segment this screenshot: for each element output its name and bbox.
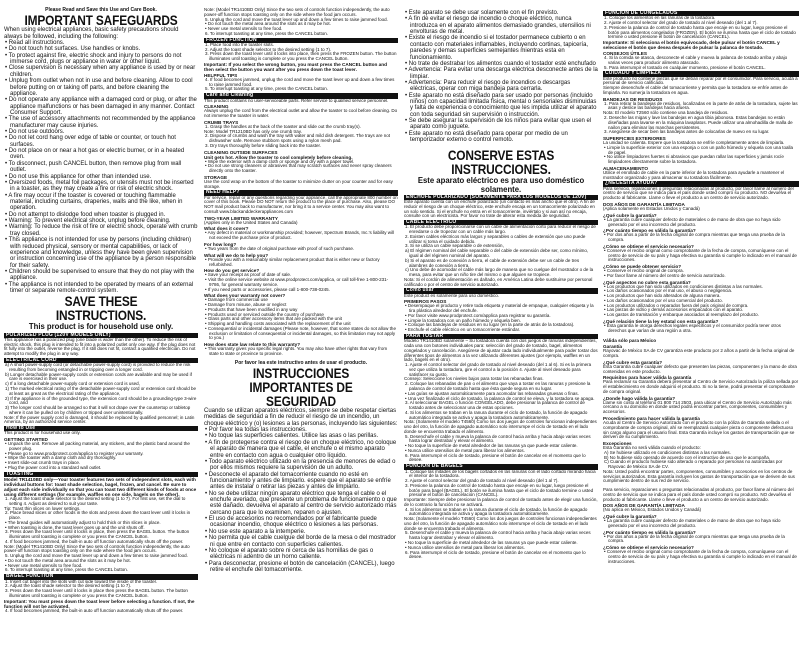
paragraph: For service, repair or any questions regarding your appliance, call the appropriate 800 number on cover of this book. Please DO NOT return the product to the place of purchase. Also, please DO NOT mail product back to manufacturer, nor bring it to a service center. You may also want to consult www.blackanddeckerappliances.com <box>204 194 398 214</box>
section-header: FROZEN FUNCTION <box>204 38 398 43</box>
list-item: • Los daños ocasionados por el mal uso, el abuso o negligencia. <box>604 288 733 294</box>
list-item: • To disconnect, push CANCEL button, then remove plug from wall outlet. <box>5 160 182 174</box>
list-item: • Limpie la tostadora con un paño húmedo y séquela bien. <box>405 317 521 323</box>
list-item: • A fin de evitar el riesgo de incendio o choque eléctrico, nunca introduzca en el aparato alimentos demasiado grandes, utensilios ni envolturas de metal. <box>405 16 591 36</box>
section-header: BAGEL FUNCTION <box>4 574 198 579</box>
list-item: • Para desconectar, presione el botón de cancelación (CANCEL), luego retire el enchufe del tomacorriente. <box>205 560 395 573</box>
section-header: PARA TOSTAR <box>404 334 598 339</box>
subsection-title: BANDEJAS DE RESIDUOS <box>603 96 663 102</box>
paragraph: Para reclamar su Garantía deberá presentar al Centro de Servicio Autorizado la póliza sellada por el establecimiento en donde adquirió el producto. Si no la tiene, podrá presentar el comprobante de compra original. <box>603 379 799 394</box>
paragraph: Note: (Model TR1410BD Only) Since the two sets of controls function independently, the auto power-off function stops toasting only on the side where the food jam occurs. <box>4 543 190 554</box>
section-header: Care and Cleaning <box>204 93 398 98</box>
list-item: • Una vez finalizado el ciclo de tostado, la palanca de control se eleva, y la tostadora se apaga. <box>405 395 595 401</box>
list-item: • The bread guides will automatically adjust to hold thick or thin slices in place. <box>5 519 161 525</box>
list-item: • Esta garantía le otorga derechos legales específicos y el consumidor podría tener otros derechos que varían de una región a otra. <box>604 322 781 333</box>
list-item: • Todo aparato eléctrico utilizado en la presencia de menores de edad o por ellos mismos requiere la supervisión de un adulto. <box>205 458 396 472</box>
list-item: • To protect against fire, electric shock and injury to persons do not immerse cord, plugs or appliance in water or other liquid. <box>5 52 182 66</box>
section-header: FUNCIÓN DE CONGELADOS <box>603 11 799 16</box>
subsection-title: PRIMEROS PASOS <box>404 299 447 305</box>
numbered-item: 2. Ajuste el control selector del grado de tostado al nivel deseado (del 1 al 7). <box>405 478 559 484</box>
numbered-item: 3) The longer cord should be arranged so that it will not drape over the countertop or tabletop where it can be pulled on by children or tripped over unintentionally. <box>5 405 191 415</box>
bold-paragraph: Unit gets hot. Allow the toaster to cool completely before cleaning. <box>204 154 353 160</box>
numbered-item: 3. Press down the toast lever until it locks into place, then press the FROZEN button. The button illuminates until toasting is complete or you press the CANCEL button. <box>205 51 397 62</box>
subsection-title: HELPFUL TIPS <box>204 72 238 78</box>
list-item: • Los productos que han sido utilizados en condiciones distintas a las normales. <box>604 283 763 289</box>
list-item: • Do not use strong cleaners or abrasives that may scratch surfaces and never spray cleaners directly onto the toaster. <box>205 163 392 174</box>
subsection-title: What will we do to help you? <box>204 252 269 258</box>
list-item: • No coloque el aparato sobre ni cerca de las hornillas de gas o eléctricas ni adentro de un horno caliente. <box>205 547 374 561</box>
list-item: • Wipe the toaster with a damp cloth and dry thoroughly. <box>5 455 117 461</box>
section-header: TOASTING <box>4 472 198 477</box>
paragraph: Para servicio, reparaciones o preguntas relacionadas al producto, por favor llame al número del centro de servicio que se indica para el país donde usted compró su producto. NO devuélva el producto al fabricante. Llame o lleve el producto a un centro de servicio autorizado. <box>603 185 794 201</box>
numbered-item: 3. Al seleccionar BAGEL o función CONGELADO, debe presionar la palanca de control de tostado antes de seleccionar una de estas opciones. <box>405 400 585 411</box>
subheading: Este aparato eléctrico es para uso doméstico solamente. <box>417 174 585 194</box>
paragraph: Note: If the power supply cord is damaged, it should be replaced by qualified personnel; in Latin America, by an authorized service center. <box>4 414 195 425</box>
list-item: • Do not use outdoors. <box>5 129 65 136</box>
paragraph: Llame sin costo al teléfono 01 800 714 2503, para ubicar el Centro de Servicio Autorizado más cercano a su domicilio en donde usted podrá encontrar partes, componentes, consumibles y accesorios. <box>603 399 792 415</box>
paragraph: Rayovac de México SA de CV garantiza este producto por 2 años a partir de la fecha original de compra. <box>603 348 795 359</box>
paragraph: Consejo: Seleccione los niveles bajos para tostar las rebanadas finas. <box>404 376 544 382</box>
subsection-title: Requisitos para hacer válida la garantía <box>603 375 692 381</box>
list-item: • Por favor lea todas las instrucciones. <box>205 427 307 434</box>
numbered-item: 5. Desenchufe el cable y mueva la palanca de control hacia arriba y hacia abajo varias veces hasta lograr destrabar y elevar el alimento. <box>405 433 591 444</box>
subsection-title: ¿Qué aspectos no cubre esta garantía? <box>603 279 691 285</box>
list-item: • Never use metal utensils to free food. <box>5 562 83 568</box>
column-english-care-warranty <box>204 8 398 573</box>
list-item: • La garantía cubre cualquier defecto de materiales o de mano de obra que no haya sido generado por el uso incorrecto del producto. <box>604 216 781 227</box>
subsection-title: ¿Por cuánto tiempo es válida la garantía? <box>603 228 696 234</box>
list-item: • Unplug from outlet when not in use and before cleaning. Allow to cool before putting on or taking off parts, and before cleaning the appliance. <box>5 78 193 97</box>
subsection-title: DOS AÑOS DE GARANTÍA LIMITADA <box>603 503 685 509</box>
list-item: • El uso de accesorios no recomendados por el fabricante puede ocasionar incendio, choque eléctrico o lesiones a las personas. <box>205 516 379 529</box>
numbered-item: 5. To interrupt toasting at any time, press the CANCEL button. <box>205 86 329 92</box>
numbered-item: 3. Asegúrese de secar bien las bandejas antes de colocarlas de nuevo en su lugar. <box>604 129 770 135</box>
numbered-item: b) Longer detachable power-supply cords or extension cords are available and may be used if care is exercised in their use. <box>5 371 192 382</box>
numbered-item: 3. Press down the toast lever until it locks in place then press the BAGEL button. The button illuminates until toasting is complete or you press the CANCEL button. <box>5 588 188 598</box>
numbered-item: 2) If the appliance is of the grounded type, the extension cord should be a grounding-type 3-wire cord, and <box>5 395 197 406</box>
paragraph: Esta Garantía cubre cualquier defecto que presenten las piezas, componentes y la mano de obra contenidas en este producto. <box>603 363 797 374</box>
section-header: FUNCIÓN DE BAGELS <box>404 464 598 469</box>
list-item: • Never use metal utensils to free food. <box>205 26 283 32</box>
numbered-item: 1. Place food into the toaster slots. <box>205 41 275 47</box>
numbered-item: 1) The marked electrical rating of the detachable power-supply cord or extension cord should be at least as great as the electrical rating of the appliance, <box>5 385 197 396</box>
paragraph: Nota: (Solamente el modelo T4560) Como los dos juegos de controles funcionan independientes uno del otro, la función de apagado automático solo interrumpe el ciclo de tostado en el lado donde se encuentra trabado el alimento. <box>404 516 597 531</box>
numbered-item: 5. Unplug the cord and move the toast lever up and down a few times to raise jammed food. <box>5 553 188 559</box>
numbered-item: 1. Ajuste el control selector del grado de tostado al nivel deseado (del 1 al 6). Si es la primera vez que utiliza la tostadora, gire el control a la posición 4. Ajuste al nivel deseado para satisfacer su gusto. <box>405 362 592 377</box>
pre-title: Por favor lea este instructivo antes de usar el producto. <box>234 359 368 366</box>
list-item: • Products that have been modified in any way <box>205 306 298 312</box>
list-item: • This warranty gives you specific legal rights. You may also have other rights that vary from state to state or province to province. <box>205 346 388 356</box>
numbered-item: 3. Presione la palanca de control de tostado hasta que encaje en su lugar, luego presione el botón para alimentos congelados (FROZEN). El botón se ilumina hasta que el ciclo de tostado termine o usted presione el botón de cancelación (CANCEL). <box>604 24 796 40</box>
list-item: • Please go to www.prodprotect.com/applica to register your warranty. <box>5 450 144 456</box>
subsection-title: ¿Qué cubre la garantía? <box>603 514 657 520</box>
subsection-title: SUPERFICIES EXTERIORES <box>603 136 666 142</box>
subsection-title: CLEANING OUTSIDE SURFACES <box>204 149 278 155</box>
numbered-item: 3. Press down the toast lever until it locks in place, then press the BAGEL button. The button illuminates until toasting is complete or you press the CANCEL button. <box>5 529 190 540</box>
list-item: • Coloque las bandejas de residuos en su lugar (en la parte de atrás de la tostadora). <box>405 322 575 328</box>
numbered-item: 6. To interrupt toasting at any time, press the CANCEL button. <box>205 30 329 36</box>
list-item: • Children should be supervised to ensure that they do not play with the appliance. <box>5 268 195 282</box>
list-item: • Por dos años a partir de la fecha original de compra mientras que tenga una prueba de la compra. <box>604 533 785 544</box>
list-item: • Conserve el recibo original como comprobante de la fecha de compra, comuníquese con el centro de servicio de su país y haga efectiva su garantía si cumple lo indicado en el manual de instrucciones. <box>604 247 797 263</box>
list-item: • Do not use this appliance for other than intended use. <box>5 173 152 180</box>
list-item: • No use este aparato a la intemperie. <box>205 528 306 535</box>
column-spanish-instructions <box>404 10 598 560</box>
list-item: • Este aparato no está diseñado para ser usado por personas (incluido niños) con capacidad limitada física, mental o sensoriales disminuidas y falta de experiencia o conocimiento que les impida utilizar el aparato con toda seguridad sin supervisión o instrucción. <box>405 92 597 118</box>
numbered-item: 4. If food becomes jammed, unplug the cord and move the toast lever up and down a few times to raise jammed food. <box>205 76 395 87</box>
paragraph: Esta Garantía no será válida cuando el producto: <box>603 445 701 451</box>
list-item: • The use of accessory attachments not recommended by the appliance manufacturer may cause injuries. <box>5 116 196 129</box>
paragraph: Este aparato cuenta con un enchufe polarizado (un contacto es más ancho que el otro). A fin de reducir el riesgo de un choque eléctrico, este enchufe encaja en un tomacorriente polarizado en un solo sentido. Si el enchufe no entra en el tomacorriente, inviértalo y si aun así no encaja, consulte con un electricista. Por favor no trate de alterar esta medida de seguridad. <box>404 199 595 219</box>
list-item: • If you need parts or accessories, please call 1-800-738-0245. <box>205 286 330 292</box>
subsection-title: What does your warranty not cover? <box>204 293 286 299</box>
list-item: • Los productos utilizados o reparados fuera del país original de compra. <box>604 302 749 308</box>
list-item: • A fin de protegerse contra el riesgo de un choque eléctrico, no coloque el aparato de manera que el cable, el enchufe o el mismo aparato entre en contacto con agua o cualquier otro líquido. <box>205 439 397 459</box>
paragraph: Tip: Toast thin slices on lower settings. <box>4 505 81 511</box>
paragraph: Nota: Usted podrá encontrar partes, componentes, consumibles y accesorios en los centros de servicios autorizados. Esta garantía incluyen los gastos de transportación que se deriven de sus cumplimiento dentro de sus red de servicio. <box>603 468 795 484</box>
list-item: • Wipe the exterior with a damp cloth or sponge and dry with a paper towel. <box>205 158 355 164</box>
subsection-title: Procedimiento para hacer válida la garantía <box>603 416 700 422</box>
numbered-item: 1. El producto debe proporcionarse con un cable de alimentación corto para reducir el riesgo de enredarse o de tropezar con un cable más largo. <box>405 224 596 235</box>
subsection-title: ALMACENAMIENTO <box>603 165 648 171</box>
section-header: POLARIZED PLUG (120V MODELS ONLY) <box>4 333 198 338</box>
numbered-item: 4. Si la comida se atasca, desconecte el cable y mueva la palanca de tostado arriba y abajo varias veces para producir alimento atascado. <box>604 55 788 65</box>
subsection-title: GETTING STARTED <box>4 437 48 443</box>
numbered-item: 1. Coloque las mitades de los bagels cortados en las ranuras con el lado cortado mirando hacia el interior de la tostadora. <box>405 468 596 479</box>
paragraph: (No aplica en México, Estados Unidos y Canadá) <box>603 507 702 513</box>
list-item: • Las guías se ajustan automáticamente para acomodar las rebanadas gruesas o finas. <box>405 390 579 396</box>
paragraph: Utilice el enrollado de cable en la parte inferior de la tostadora para ayudarle a mantener el mostrador organizado y para almacenar su tostadora fácilmente. <box>603 169 785 180</box>
paragraph: Nota: (Solamente el modelo T4560) Como los dos juegos de controles funcionan independientes uno del otro, la función de apagado automático solo interrumpe el ciclo de tostado en el lado donde se encuentra trabado el alimento. <box>404 419 597 434</box>
paragraph: Use the cord wrap on the bottom of the toaster to minimize clutter on your counter and for easy storage. <box>204 178 393 189</box>
list-item: • Por favor llame al número del centro de servicio autorizado. <box>604 272 726 278</box>
numbered-item: 6. Para interrumpir el ciclo de tostado, presione el botón de cancelar en el momento que lo desee. <box>405 452 586 463</box>
subsection-title: ¿Donde hago válida la garantía? <box>603 395 676 401</box>
subheading: This product is for household use only. <box>28 321 174 332</box>
list-item: • Do not let cord hang over edge of table or counter, or touch hot surfaces. <box>5 135 176 148</box>
numbered-item: a) A short power-supply cord (or detachable power-supply cord) is provided to reduce the risk resulting from becoming entangled in or tripping over a longer cord. <box>5 362 191 372</box>
numbered-item: a) El régimen nominal del cable separable o del cable de extensión debe ser, como mínimo, igual al del régimen nominal del aparato. <box>405 248 589 259</box>
paragraph: Para servicio, reparaciones o preguntas relacionadas al producto, por favor llame al número del centro de servicio que se indica para el país donde usted compró su producto. NO devuélva el producto al fabricante. Llame o lleve el producto a un centro de servicio autorizado. <box>603 487 794 502</box>
numbered-item: 4. If food becomes jammed, the built-in auto off function automatically shuts off the power. <box>5 538 184 544</box>
list-item: • Oversized foods, metal foil packages, or utensils must not be inserted in a toaster, as they may create a fire or risk of electric shock. <box>5 179 194 193</box>
list-item: • Warning: To reduce the risk of fire or electric shock, operate with crumb tray closed. <box>5 224 198 237</box>
numbered-item: 4. Si los alimentos se traban en la ranura durante el ciclo de tostado, la función de apagado automático integrada se activa y apaga la tostadora automáticamente. <box>405 506 588 517</box>
numbered-item: 6. To interrupt toasting at any time, press the CANCEL button. <box>5 567 129 573</box>
list-item: • No toque las superficies calientes. Utilice las asas o las perillas. <box>205 433 379 440</box>
subsection-title: Válida sólo para México <box>603 338 657 344</box>
heading: INSTRUCCIONES IMPORTANTES DE SEGURIDAD <box>249 365 353 409</box>
column-spanish-warranty <box>603 10 799 565</box>
numbered-item: 1. Grasp the handles at the back of the toaster and slide out the crumb tray(s). <box>205 123 361 129</box>
paragraph: This product is for household use only. <box>4 430 81 436</box>
list-item: • No toque la superficie de metal alrededor de las ranuras ya que puede estar caliente. <box>405 443 578 449</box>
paragraph: Este product es solamente para uso doméstico. <box>404 292 500 298</box>
subsection-title: ¿Qué cubre esta garantía? <box>603 359 663 365</box>
paragraph: This appliance has a polarized plug (one blade is wider than the other). To reduce the risk of electric shock, this plug is intended to fit into a polarized outlet only one way. If the plug does not fit fully into the outlet, reverse the plug. If it still does not fit, contact a qualified electrician. Do not attempt to modify the plug in any way. <box>4 336 196 357</box>
list-item: • Provide you with a reasonably similar replacement product that is either new or factory refurbished. <box>205 256 380 267</box>
subsection-title: ¿Cómo se obtiene el servicio necesario? <box>603 545 694 551</box>
list-item: • Este aparato se debe usar solamente con el fin previsto. <box>405 10 559 16</box>
list-item: • Plug the power cord into a standard wall outlet. <box>5 464 102 470</box>
numbered-item: 1. Para retirar la bandejas de residuos, localizadas en la parte de atrás de la tostadora, sujete las asas y deslice las bandejas hacia afuera. <box>604 100 798 111</box>
list-item: • Do not operate any appliance with a damaged cord or plug, or after the appliance malfunctions or has been damaged in any manner. Contact Consumer Support. <box>5 97 197 116</box>
numbered-item: 4. Si los alimentos se traban en la ranura durante el ciclo de tostado, la función de apagado automático integrada se activa y apaga la tostadora automáticamente. <box>405 409 588 420</box>
list-item: • A fire may occur if the toaster is covered or touching flammable material, including curtains, draperies, walls and the like, when in operation. <box>5 192 183 212</box>
list-item: • Save your receipt as proof of date of sale. <box>205 272 292 278</box>
heading: IMPORTANT SAFEGUARDS <box>24 12 178 29</box>
list-item: • No se debe utilizar ningún aparato eléctrico que tenga el cable o el enchufe averiado, que presente un problema de funcionamiento o que esté dañado. devuelva el aparato al centro de servicio autorizado más cercano para que lo examinen, reparen o ajusten. <box>205 490 397 516</box>
pre-title: Please Read and Save this Use and Care Book. <box>45 7 157 13</box>
numbered-item: 2. Adjust the toast shade selector to the desired setting (1 to 7). <box>5 583 132 589</box>
list-item: • Nunca utilice utensilios de metal para liberar los alimentos. <box>405 544 525 550</box>
list-item: • Close supervision is necessary when any appliance is used by or near children. <box>5 65 196 78</box>
paragraph: Modelo TR1410BD solamente – Su tostadora cuenta con dos juegos de ranuras independientes, cada una con botones individuales para: selección del grado de tostado, bagel, alimentos congelados y cancelación. Asegúrese de ajustar cada lado individualmente para poder tostar dos diferentes tipos de alimentos a la vez utilizando diferentes ajustes (por ejemplo, waffles en un lado, bagels en el otro). <box>404 338 598 363</box>
subsection-title: ¿Qué relación tiene la ley estatal con esta garantía? <box>603 318 719 324</box>
list-item: • Por dos años a partir de la fecha original de compra mientras que tenga una prueba de la compra. <box>604 232 785 243</box>
subsection-title: STORAGE <box>204 174 228 180</box>
subsection-title: What does it cover? <box>204 226 249 232</box>
list-item: • Los daños ocasionados por el uso comercial del producto. <box>604 297 723 303</box>
bold-paragraph: Important: You must press down the toast lever before selecting a function. If not, the function will not be activated. <box>4 598 195 609</box>
paragraph: This product contains no user-serviceable parts. Refer service to qualified service personnel. <box>204 97 389 103</box>
list-item: • Nunca utilice utensilios de metal para liberar los alimentos. <box>405 447 525 453</box>
paragraph: La unidad se calienta. Espere que la tostadora se enfríe completamente antes de limpiarla. <box>603 140 785 146</box>
subsection-title: CRUMB TRAYS <box>204 119 239 125</box>
numbered-item: 2. Place bread slices or other foods in the slots and press down the toast lever until it locks in place. <box>5 510 191 521</box>
numbered-item: c) Uno debe de acomodar el cable más largo de manera que no cuelgue del mostrador o de la mesa, para evitar que un niño tire del mismo o que alguien se tropiece. <box>405 267 594 278</box>
numbered-item: 2. Deseche las migas y lave las bandejas en agua tibia jabonosa. Estas bandejas no están diseñadas para lavarse en la máquina lavaplatos. Puede utilizar una almohadilla de malla de nailon para eliminar las manchas persistentes. <box>604 115 793 130</box>
bold-paragraph: Important: If you select the wrong button, you must press the CANCEL button and then select the button you want after you press down the toast lever. <box>204 61 387 72</box>
list-item: • No toque la superficie de metal alrededor de las ranuras ya que puede estar caliente. <box>405 540 578 545</box>
heading: SAVE THESE INSTRUCTIONS. <box>55 293 147 324</box>
numbered-item: 2. Adjust the toast shade selector to the desired setting (1 to 7). <box>205 46 332 52</box>
numbered-item: 1. Coloque los alimentos en las ranuras de la tostadora. <box>604 15 716 21</box>
subsection-title: ¿Cómo se puede obtener servicio? <box>603 264 682 270</box>
list-item: • Este aparato no está diseñado para operar por medio de un temporizador externo o control remoto. <box>405 130 568 144</box>
numbered-item: 6. Para interrumpir el ciclo de tostado, presione el botón de cancelar en el momento que lo desee. <box>405 549 586 560</box>
subsection-title: DOS AÑOS DE GARANTÍA LIMITADA <box>603 202 685 207</box>
list-item: • Any defect in material or workmanship provided; however, Spectrum Brands, Inc.'s liability will not exceed the purchase price of product. <box>205 230 395 241</box>
bold-paragraph: Importante: Si selecciona el botón equivocado, debe pulsar el botón CANCEL y seleccione el botón que desea después de pulsar la palanca de tostado. <box>603 40 780 51</box>
subsection-title: ¿Por cuánto tiempo es válida la garantía? <box>603 529 696 535</box>
list-item: • This appliance is not intended for use by persons (including children) with reduced physical, sensory or mental capabilities, or lack of experience and knowledge, unless they have been given supervision or instruction concerning use of the appliance by a person responsible for their safety. <box>5 237 197 269</box>
list-item: • Unpack the unit. Remove all packing material, any stickers, and the plastic band around the power plug. <box>5 441 190 451</box>
paragraph: Siempre desenchufe el cable del tomacorriente y permita que la tostadora se enfríe antes de limpiarla. No sumerja la tostadora en agua. <box>603 85 788 95</box>
list-item: • Existe el riesgo de incendio si el tostador permanece cubierto o en contacto con materiales inflamables, incluyendo cortinas, tapicería, paredes y demas superficies semejantes mientras esta en funcionamiento. <box>405 35 589 61</box>
list-item: • Enchufe el cable eléctrico en un tomacorriente estándar. <box>405 327 521 333</box>
list-item: • Conserve el recibo original como comprobante de la fecha de compra, comuníquese con el centro de servicio de su país y haga efectiva su garantía si cumple lo indicado en el manual de instrucciones. <box>604 549 797 564</box>
column-english-safeguards <box>4 8 198 613</box>
numbered-item: b) Si el aparato es de conexión a tierra, el cable de extensión debe ser un cable de tres alambres de conexión a tierra. <box>405 257 580 268</box>
subsection-title: ¿Qué cubre la garantía? <box>603 212 657 218</box>
list-item: • Do not touch hot surfaces. Use handles or knobs. <box>5 46 141 53</box>
numbered-item: 5. Para interrumpir el tostado en cualquier momento, presione el botón CANCEL. <box>604 64 766 70</box>
numbered-item: 2. Ajuste el control selector del grado de tostado al nivel deseado (del 1 al 7). <box>604 20 758 26</box>
list-item: • Por favor visite www.prodprotect.com/applica para registrar su garantía. <box>405 312 551 318</box>
paragraph: Este producto no contiene piezas que se deban reparar por el consumidor. Para servicio, acuda a personal de servicio calificado. <box>603 75 798 86</box>
list-item: • Insert slide-out crumb trays in place. <box>5 460 81 466</box>
list-item: • Products used or serviced outside the country of purchase <box>205 311 324 317</box>
list-item: • No trate de destrabar los alimentos cuando el tostador esté enchufado <box>405 60 596 67</box>
list-item: • Glass parts and other accessory items that are packed with the unit <box>205 316 342 322</box>
section-header: How to Use <box>4 426 198 431</box>
section-header: ENCHUFE POLARIZADO (SOLAMENTE PARA LOS MODELOS DE 120V) <box>404 195 598 200</box>
list-item: • No utilice limpiadores fuertes ni abrasivos que puedan rallar las superficies y jamás rocíe limpiadores directamente sobre la tostadora. <box>604 154 784 165</box>
list-item: • Desconecte el aparato del tomacorriente cuando no esté en funcionamiento y antes de limpiarlo. espere que el aparato se enfríe antes de instalar o retirar las piezas y antes de limpiarlo. <box>205 471 391 491</box>
list-item: • Do not touch the metal area around the slots as it may be hot. <box>5 557 131 563</box>
paragraph: When using electrical appliances, basic safety precautions should always be followed, including the following: <box>4 27 179 40</box>
subsection-title: Garantía <box>603 344 623 350</box>
numbered-item: 2. Coloque las rebanadas de pan o el alimento que vaya a tostar en las ranuras y presione la palanca de control de tostado hasta que ésta quede segura en su lugar. <box>405 381 591 391</box>
list-item: • Los gastos de tramitación y embarque asociados al reemplazo del producto. <box>604 312 759 318</box>
heading: CONSERVE ESTAS INSTRUCCIONES. <box>447 146 555 177</box>
list-item: • Read all instructions. <box>5 40 65 47</box>
subsection-title: CONSEJOS ÚTILES <box>603 51 648 57</box>
section-header: CABLE ELÉCTRICO <box>404 220 598 225</box>
list-item: • Shipping and handling costs associated with the replacement of the unit <box>205 321 351 327</box>
subsection-title: TWO-YEAR LIMITED WARRANTY <box>204 215 278 221</box>
section-header: CUIDADO Y LIMPIEZA <box>603 71 799 76</box>
list-item: • Conserve el recibo original de compra. <box>604 268 684 274</box>
subsection-title: For how long? <box>204 242 237 247</box>
paragraph: Nota: Si el cordón de alimentación es dañado, en América Latina debe sustituirse por personal calificado o por el centro de servicio autorizado. <box>404 276 593 287</box>
list-item: • No permita que el cable cuelgue del borde de la mesa o del mostrador ni que entre en contacto con superficies calientes. <box>205 535 396 548</box>
paragraph: Always unplug the cord from the electrical outlet and allow the toaster to cool before cleaning. Do not immerse the toaster in water. <box>204 108 398 119</box>
list-item: • Desempaque el producto y retire toda etiqueta y material de empaque, cualquier etiqueta y la tira plástica alrededor del enchufe. <box>405 303 594 314</box>
list-item: • Damage from misuse, abuse or neglect <box>205 302 287 308</box>
numbered-item: A) Se hubiese utilizado en condiciones distintas a las normales. <box>604 449 731 455</box>
numbered-item: 3. Presione la palanca de control de tostado hasta que encaje en su lugar, luego presione el botón para bagel (BAGEL). El botón se ilumina hasta que el ciclo de tostado termine o usted presione el botón de cancelación (CANCEL). <box>405 482 594 498</box>
paragraph: (Applies only in the United States and Canada) <box>204 219 298 225</box>
numbered-item: B) No hubiese sido operado de acuerdo con el instructivo de uso que le acompaña. <box>604 454 771 460</box>
list-item: • Warning: To prevent electrical shock, unplug before cleaning. <box>5 218 171 225</box>
numbered-item: 3. Dry trays thoroughly before sliding back into the toaster. <box>205 142 322 148</box>
numbered-item: 1. Insert cut bagel into the slots with cut side toward the inside of the toaster. <box>5 578 158 584</box>
list-item: • Los productos que han sido alterados de alguna manera. <box>604 293 721 299</box>
section-header: ELECTRICAL CORD <box>4 358 198 363</box>
list-item: • Las piezas de vidrio y demás accesorios empacados con el aparato. <box>604 307 744 313</box>
paragraph: Note: Model TR1210BD has only one crumb tray. <box>204 128 302 134</box>
paragraph: Nota: El modelo T2560 sólo contiene una bandeja de residuos. <box>603 110 729 116</box>
list-item: • The appliance is not intended to be operated by means of an external timer or separate remote-control system. <box>5 281 194 295</box>
numbered-item: 5. Desenchufe el cable y mueva la palanca de control hacia arriba y hacia abajo varias veces hasta lograr destrabar y elevar el alimento. <box>405 530 591 541</box>
subsection-title: How do you get service? <box>204 268 260 274</box>
list-item: • When toasting is done, the toast lever goes up and the unit shuts off. <box>5 524 145 530</box>
spacer <box>603 333 799 337</box>
paragraph: Cuando se utilizan aparatos eléctricos, siempre se debe respetar ciertas medidas de seguridad a fin de reducir el riesgo de un incendio, un choque eléctrico y (o) lesiones a las personas, incluyendo las siguientes: <box>204 408 398 427</box>
list-item: • La garantía cubre cualquier defecto de materiales o de mano de obra que no haya sido generado por el uso incorrecto del producto. <box>604 518 781 528</box>
subsection-title: How does state law relate to this warranty? <box>204 342 301 348</box>
numbered-item: C) Cuando el producto hubiese sido alterado o reparado por personas no autorizadas por Rayovac de México SA de CV. <box>604 459 783 470</box>
list-item: • Two years from the date of original purchase with proof of such purchase. <box>205 245 355 251</box>
subsection-title: Excepciones <box>603 441 632 447</box>
paragraph: (Aplica solamente en Estados Unidos y Canadá) <box>603 205 700 211</box>
subsection-title: ¿Cómo se obtiene el servicio necesario? <box>603 243 694 249</box>
section-header: Como usar <box>404 288 598 293</box>
list-item: • Damage from commercial use <box>205 297 268 303</box>
section-header: ¿NECESITA AYUDA? <box>603 181 799 186</box>
list-item: • Do not attempt to dislodge food when toaster is plugged in. <box>5 211 166 218</box>
list-item: • Se debe asegurar la supervisión de los niños para evitar que usen el aparato como juguete. <box>405 118 592 131</box>
numbered-item: 2. Existen cables eléctricos más largos y separables o cables de extensión que uno puede utilizar si toma el cuidado debido. <box>405 233 586 244</box>
paragraph: Importante: Siempre debe presionar la palanca de control de tostado antes de elegir una función, de lo contrario la función no se activará. <box>404 497 598 507</box>
numbered-item: c) If a long detachable power-supply cord or extension cord is used, <box>5 381 140 387</box>
list-item: • Visit the online service website at www.prodprotect.com/applica, or call toll-free 1-800-231-9786, for general warranty service. <box>205 277 389 287</box>
paragraph: Note: (Model TR1410BD Only) Since the two sets of controls function independently, the auto power-off function stops toasting only on the side where the food jam occurs. <box>204 7 390 17</box>
list-item: • Advertencia: Para reducir el riesgo de incendios o descargas eléctricas, operar con miga bandeja para cerrarla. <box>405 79 571 93</box>
numbered-item: 1. Adjust the toast shade selector to the desired setting (1 to 7). For first use, set the dial to setting 4. Adjust as desired to suit your taste. <box>5 495 186 506</box>
numbered-item: 4. If food becomes jammed, the built-in auto off function automatically shuts off the power. <box>5 607 184 613</box>
list-item: • Limpie la superficie exterior con una esponja o con un paño húmedo y séquela con una toalla de papel. <box>604 144 793 155</box>
numbered-item: 5. Unplug the cord and move the toast lever up and down a few times to raise jammed food. <box>205 16 388 22</box>
bold-paragraph: Model TR1410BD only—Your toaster features two sets of independent slots, each with individual buttons for: toast shade selection, bagel, frozen, and cancel. Be sure to adjust each side individually so that you can toast two different kinds of foods at once using different settings (for example, waffles on one side, bagels on the other). <box>4 477 197 497</box>
list-item: • Consequential or incidental damages (Please note, however, that some states do not allow the exclusion or limitation of consequential or incidental damages, so this limitation may not apply to you.) <box>205 325 396 341</box>
section-header: NEED HELP? <box>204 190 398 195</box>
subsection-title: CLEANING <box>204 104 229 110</box>
numbered-item: 3. Si se utiliza un cable separable o de extensión, <box>405 243 504 249</box>
list-item: • Do not place on or near a hot gas or electric burner, or in a heated oven. <box>5 148 185 161</box>
numbered-item: 2. Dispose of crumbs and wash the tray with water and mild dish detergent. The trays are not dishwasher safe. Remove stubborn spots using a nylon mesh pad. <box>205 133 391 144</box>
list-item: • Advertencia: Para evitar una descarga eléctrica desconecte antes de la limpiar. <box>405 67 598 80</box>
list-item: • Do not touch the metal area around the slots as it may be hot. <box>205 21 331 27</box>
paragraph: Acuda al Centro de Servicio Autorizado con el producto con la póliza de Garantía sellada o el comprobante de compra original, ahí se reemplazará cualquier pieza o componente defectuoso sin cargo alguno para el usuario final. Esta Garantía incluye los gastos de transportación que se deriven de su cumplimiento. <box>603 420 795 440</box>
